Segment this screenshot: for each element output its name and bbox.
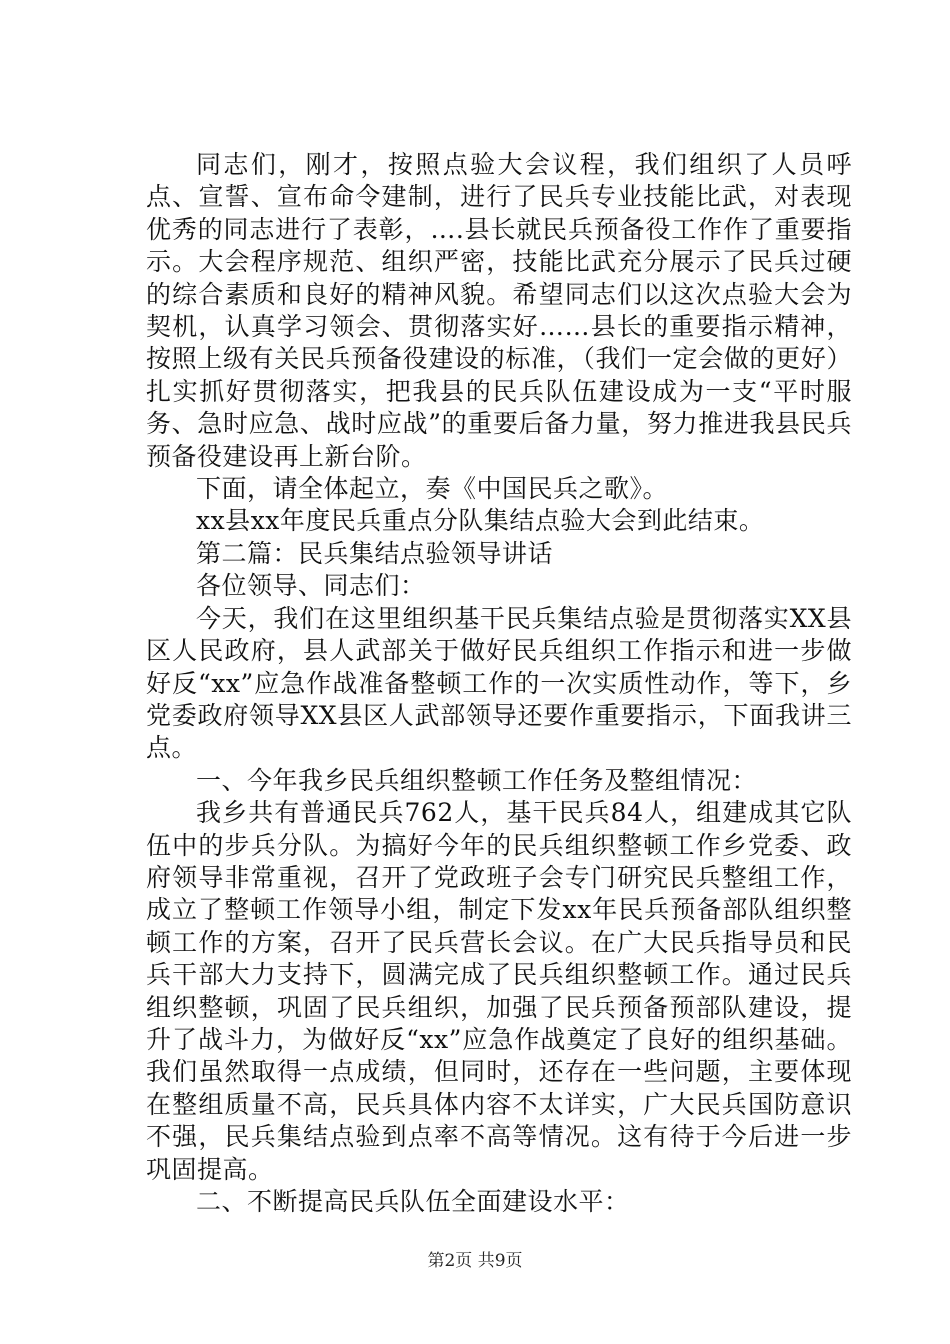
paragraph-point-one-body: 我乡共有普通民兵762人，基干民兵84人，组建成其它队伍中的步兵分队。为搞好今年的民兵组织整顿工作乡党委、政府领导非常重视，召开了党政班子会专门研究民兵整组工作，成立了整顿工作领导小组，制定下发xx年民兵预备部队组织整顿工作的方案，召开了民兵营长会议。在广大民兵指导员和民兵干部大力支持下，圆满完成了民兵组织整顿工作。通过民兵组织整顿，巩固了民兵组织，加强了民兵预备预部队建设，提升了战斗力，为做好反“xx”应急作战奠定了良好的组织基础。我们虽然取得一点成绩，但同时，还存在一些问题，主要体现在整组质量不高，民兵具体内容不太详实，广大民兵国防意识不强，民兵集结点验到点率不高等情况。这有待于今后进一步巩固提高。 bbox=[146, 798, 852, 1184]
paragraph-salutation: 各位领导、同志们： bbox=[196, 571, 426, 601]
paragraph-closing: xx县xx年度民兵重点分队集结点验大会到此结束。 bbox=[196, 506, 765, 536]
document-body bbox=[146, 149, 852, 1218]
paragraph-anthem: 下面，请全体起立，奏《中国民兵之歌》。 bbox=[196, 474, 669, 504]
heading-point-two: 二、不断提高民兵队伍全面建设水平： bbox=[196, 1187, 630, 1216]
paragraph-intro: 同志们，刚才，按照点验大会议程，我们组织了人员呼点、宣誓、宣布命令建制，进行了民兵专业技能比武，对表现优秀的同志进行了表彰，….县长就民兵预备役工作作了重要指示。大会程序规范、组织严密，技能比武充分展示了民兵过硬的综合素质和良好的精神风貌。希望同志们以这次点验大会为契机，认真学习领会、贯彻落实好……县长的重要指示精神，按照上级有关民兵预备役建设的标准，（我们一定会做的更好）扎实抓好贯彻落实，把我县的民兵队伍建设成为一支“平时服务、急时应急、战时应战”的重要后备力量，努力推进我县民兵预备役建设再上新台阶。 bbox=[146, 150, 852, 471]
page-footer: 第2页 共9页 bbox=[427, 1251, 523, 1271]
heading-point-one: 一、今年我乡民兵组织整顿工作任务及整组情况： bbox=[196, 765, 758, 795]
section-heading-part-two: 第二篇：民兵集结点验领导讲话 bbox=[196, 538, 554, 568]
paragraph-today: 今天，我们在这里组织基干民兵集结点验是贯彻落实XX县区人民政府，县人武部关于做好民兵组织工作指示和进一步做好反“xx”应急作战准备整顿工作的一次实质性动作，等下，乡党委政府领导XX县区人武部领导还要作重要指示，下面我讲三点。 bbox=[146, 603, 852, 763]
